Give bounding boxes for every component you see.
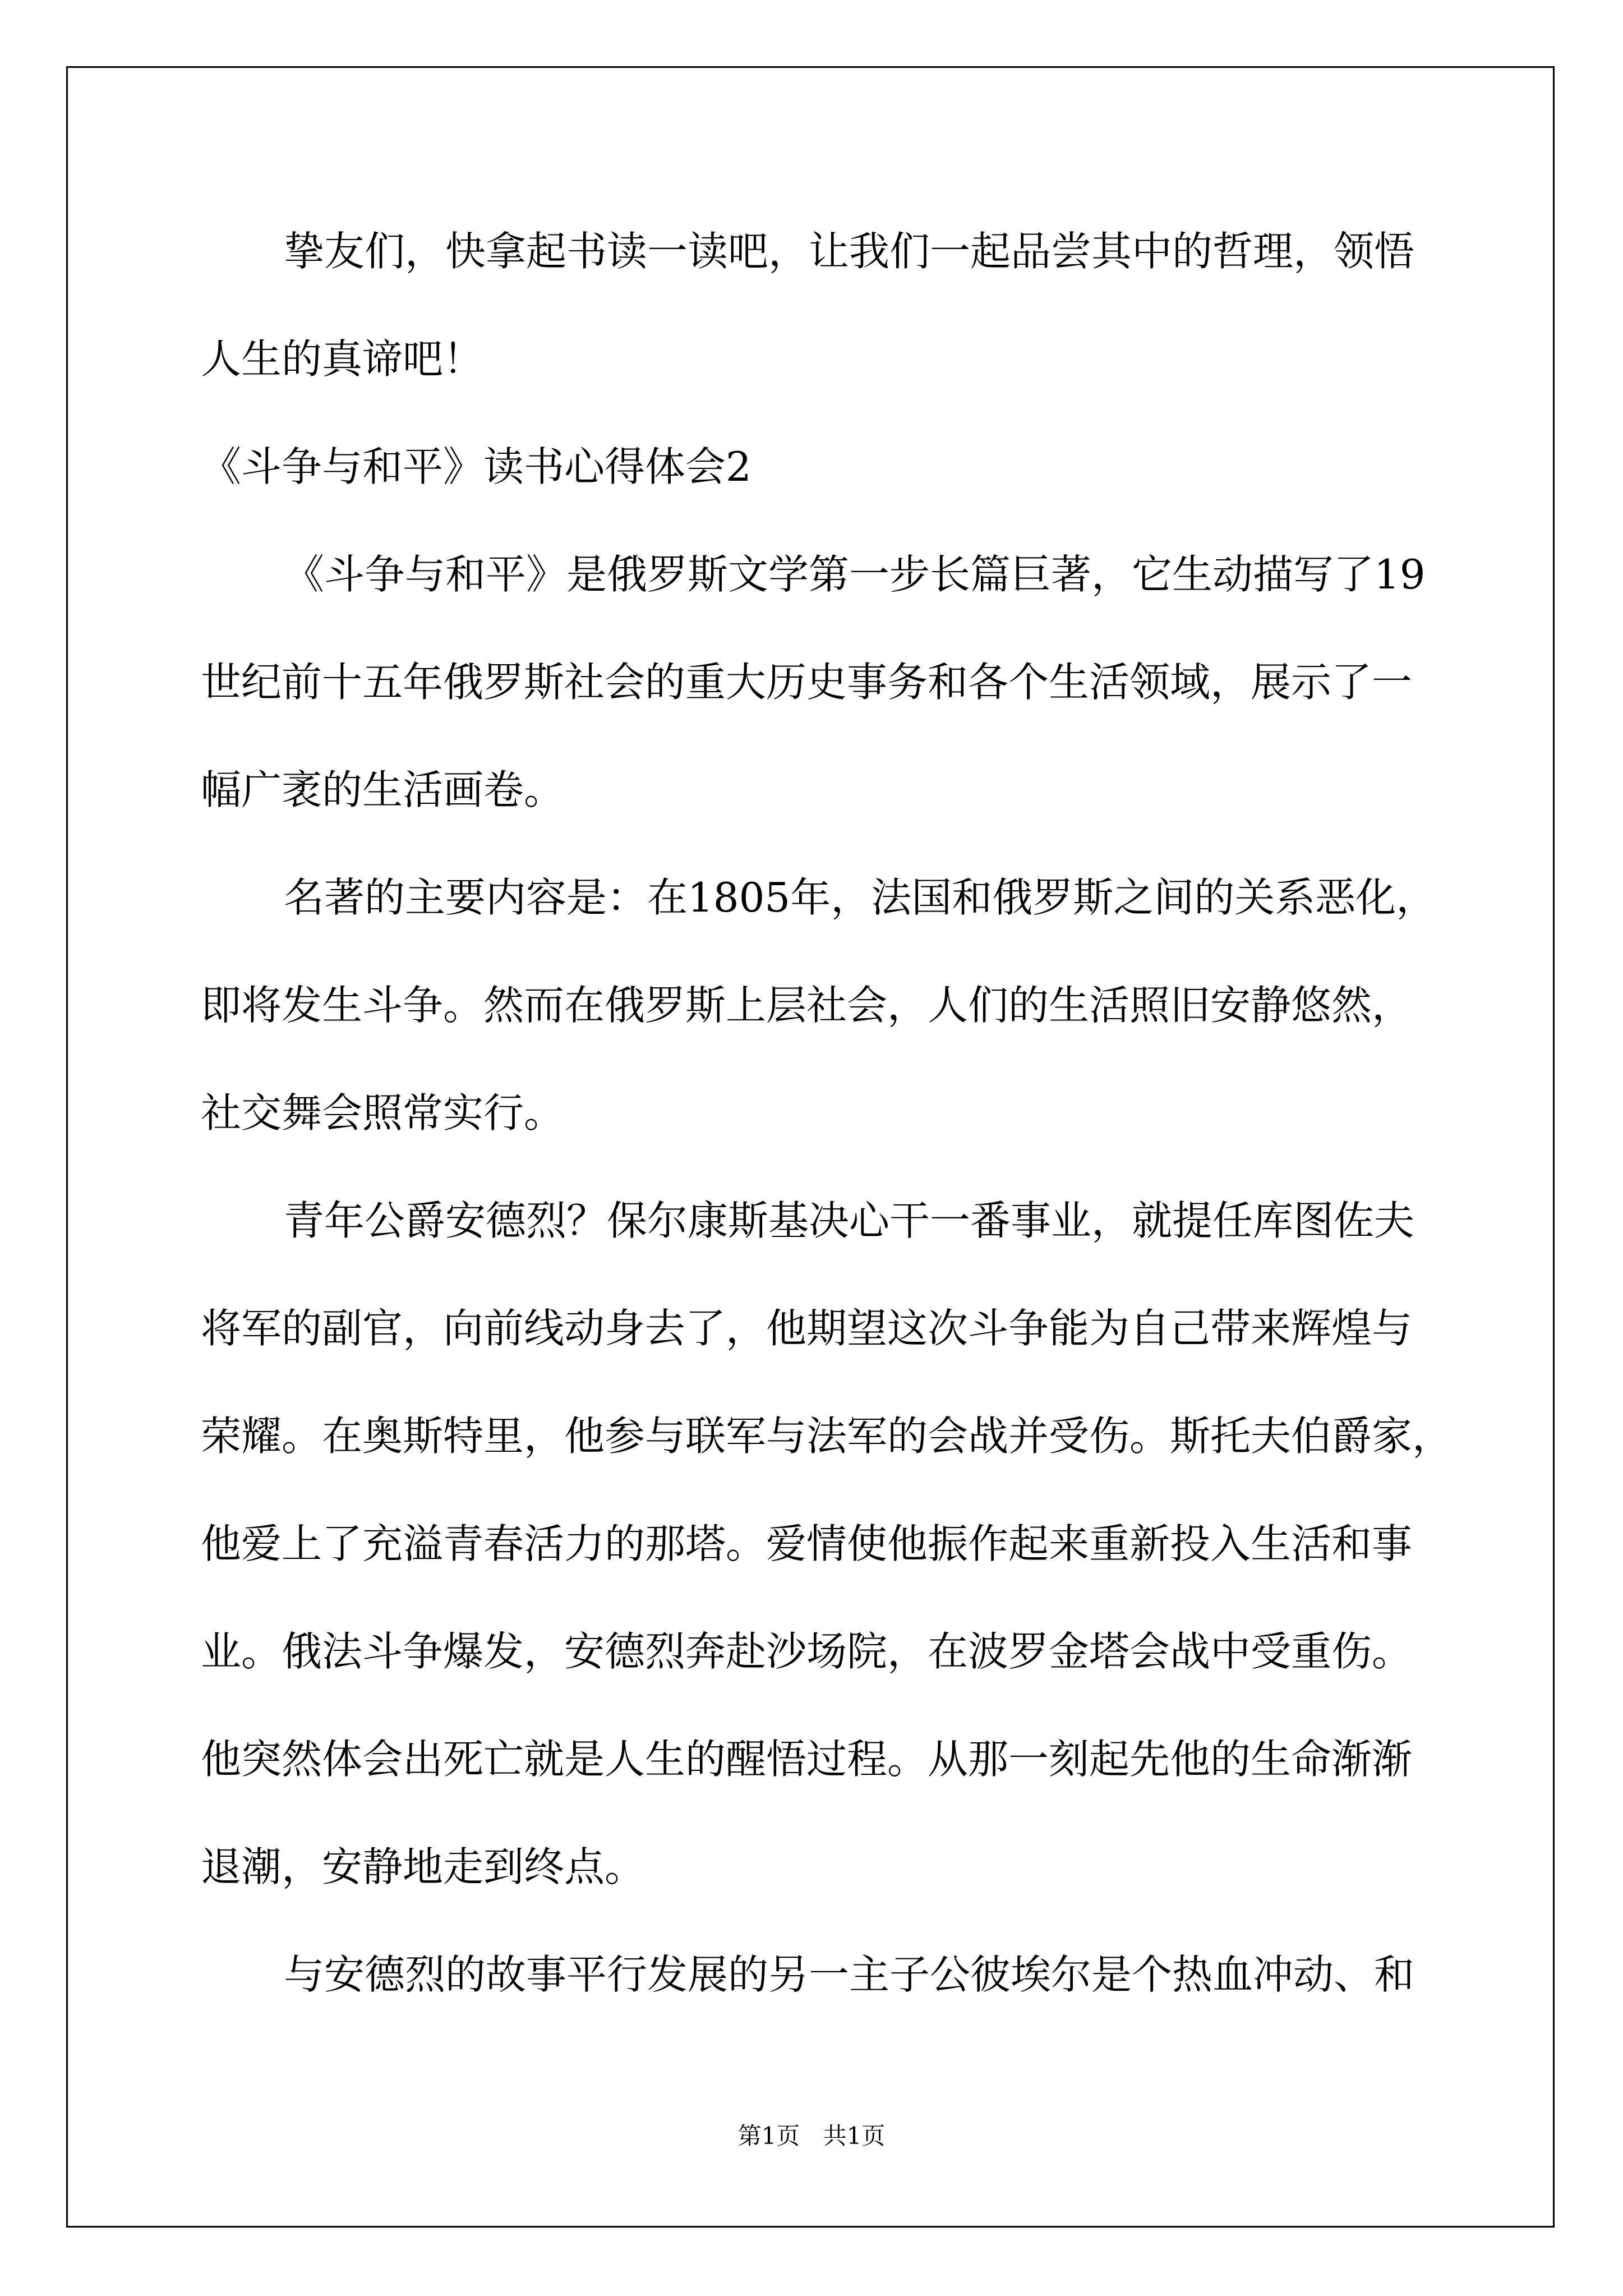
text-line: 幅广袤的生活画卷。 — [201, 766, 565, 813]
text-line: 荣耀。在奥斯特里，他参与联军与法军的会战并受伤。斯托夫伯爵家， — [201, 1412, 1453, 1460]
paragraph — [201, 1948, 1435, 2001]
text-line: 他爱上了充溢青春活力的那塔。爱情使他振作起来重新投入生活和事 — [201, 1520, 1413, 1567]
page-total: 共1页 — [823, 2122, 886, 2150]
text-line: 青年公爵安德烈？保尔康斯基决心干一番事业，就提任库图佐夫 — [284, 1197, 1415, 1244]
paragraph — [201, 547, 1435, 817]
text-line: 《斗争与和平》是俄罗斯文学第一步长篇巨著，它生动描写了19 — [284, 551, 1426, 598]
paragraph — [201, 871, 1435, 1140]
text-line: 他突然体会出死亡就是人生的醒悟过程。从那一刻起先他的生命渐渐 — [201, 1736, 1413, 1783]
paragraph — [201, 1194, 1453, 1894]
intro-paragraph — [201, 224, 1435, 386]
document-body — [201, 224, 1453, 2001]
page-footer — [0, 2120, 1623, 2152]
text-line: 挚友们，快拿起书读一读吧，让我们一起品尝其中的哲理，领悟 — [284, 228, 1415, 275]
text-line: 名著的主要内容是：在1805年，法国和俄罗斯之间的关系恶化， — [284, 874, 1437, 921]
text-line: 即将发生斗争。然而在俄罗斯上层社会，人们的生活照旧安静悠然， — [201, 982, 1413, 1029]
text-line: 社交舞会照常实行。 — [201, 1089, 565, 1137]
text-line: 人生的真谛吧！ — [201, 335, 484, 383]
section-heading: 《斗争与和平》读书心得体会2 — [201, 443, 751, 490]
text-line: 世纪前十五年俄罗斯社会的重大历史事务和各个生活领域，展示了一 — [201, 659, 1413, 706]
page-number: 第1页 — [737, 2122, 800, 2150]
text-line: 业。俄法斗争爆发，安德烈奔赴沙场院，在波罗金塔会战中受重伤。 — [201, 1628, 1413, 1675]
text-line: 将军的副官，向前线动身去了，他期望这次斗争能为自己带来辉煌与 — [201, 1305, 1413, 1352]
text-line: 与安德烈的故事平行发展的另一主子公彼埃尔是个热血冲动、和 — [284, 1951, 1415, 1998]
text-line: 退潮，安静地走到终点。 — [201, 1843, 645, 1890]
